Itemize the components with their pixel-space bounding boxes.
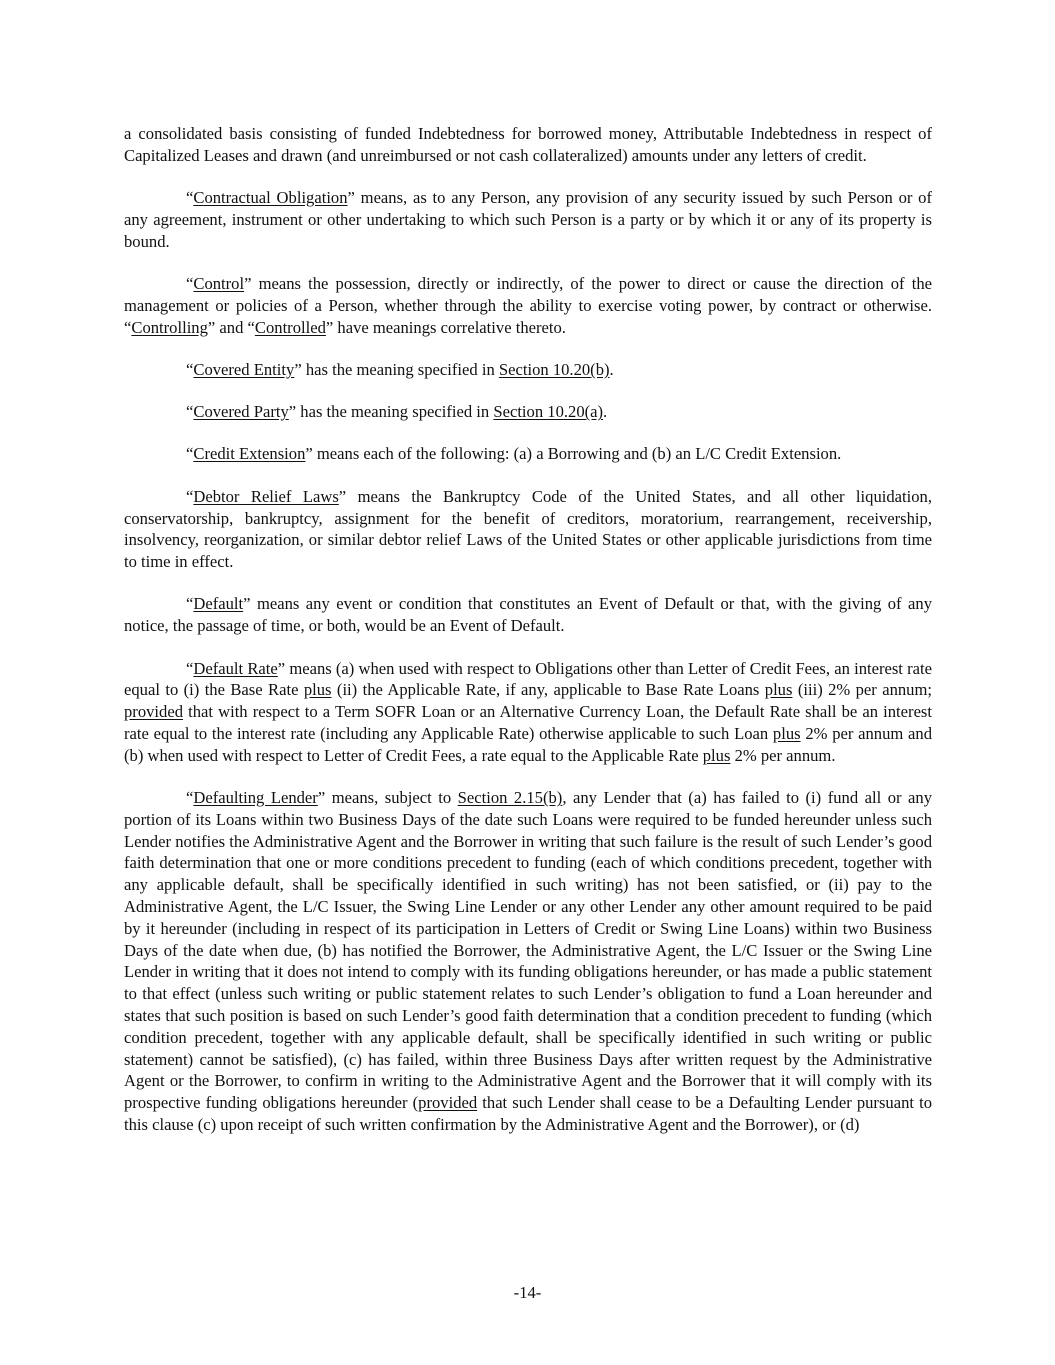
defined-term: Section 10.20(b): [498, 359, 610, 379]
paragraph: [124, 123, 932, 167]
paragraph: [124, 787, 932, 1136]
paragraph-text: ” has the meaning specified in: [294, 359, 499, 379]
paragraph: [124, 658, 932, 767]
paragraph: [124, 486, 932, 573]
paragraph-text: ” means the possession, directly or indirectly, of the power to direct or cause the direction of the management or policies of a Person, whether through the ability to exercise voting power, by contract or otherwise. “: [124, 273, 932, 337]
paragraph: [124, 401, 932, 423]
paragraph-text: ” means each of the following: (a) a Borrowing and (b) an L/C Credit Extension.: [305, 444, 842, 464]
defined-term: plus: [764, 680, 793, 700]
defined-term: Debtor Relief Laws: [193, 486, 339, 506]
paragraph-text: ” means, as to any Person, any provision of any security issued by such Person or of any agreement, instrument or other undertaking to which such Person is a party or by which it or any of its property is bound.: [124, 188, 932, 251]
paragraph-text: (iii) 2% per annum;: [792, 680, 932, 700]
paragraph: [124, 187, 932, 252]
defined-term: Section 10.20(a): [493, 402, 604, 422]
paragraph-text: ” and “: [207, 317, 255, 337]
defined-term: Covered Party: [193, 402, 289, 422]
paragraph-text: .: [603, 402, 608, 422]
paragraph-text: ” means any event or condition that constitutes an Event of Default or that, with the giving of any notice, the passage of time, or both, would be an Event of Default.: [124, 594, 932, 636]
paragraph-text: “: [186, 658, 194, 678]
paragraph-text: “: [186, 788, 194, 808]
paragraph-text: that such Lender shall cease to be a Defaulting Lender pursuant to this clause (c) upon receipt of such written confirmation by the Administrative Agent and the Borrower), or (d): [124, 1093, 932, 1134]
paragraph-text: “: [186, 594, 194, 614]
paragraph-text: “: [186, 486, 194, 506]
defined-term: Default: [193, 594, 244, 614]
paragraph-text: “: [186, 402, 194, 422]
defined-term: provided: [124, 702, 183, 722]
defined-term: provided: [418, 1093, 478, 1113]
paragraph: [124, 593, 932, 637]
defined-term: Section 2.15(b): [457, 788, 563, 808]
defined-term: Controlled: [254, 317, 326, 337]
paragraph-text: (ii) the Applicable Rate, if any, applicable to Base Rate Loans: [331, 680, 765, 700]
paragraph-text: ” has the meaning specified in: [288, 402, 494, 422]
defined-term: Contractual Obligation: [193, 188, 348, 208]
defined-term: plus: [702, 745, 731, 765]
paragraph-text: “: [186, 444, 194, 464]
document-body: [124, 123, 932, 1156]
paragraph-text: 2% per annum and (b) when used with respect to Letter of Credit Fees, a rate equal to the Applicable Rate: [124, 723, 932, 765]
paragraph-text: a consolidated basis consisting of funded Indebtedness for borrowed money, Attributable Indebtedness in respect of Capitalized Leases and drawn (and unreimbursed or not cash collateralized) amounts under any letters of credit.: [124, 124, 932, 165]
paragraph: [124, 273, 932, 338]
paragraph-text: 2% per annum.: [730, 745, 836, 765]
paragraph: [124, 443, 932, 465]
page-number: -14-: [513, 1283, 542, 1302]
paragraph-text: , any Lender that (a) has failed to (i) fund all or any portion of its Loans within two Business Days of the date such Loans were required to be funded hereunder unless such Lender notifies the Administrative Agent and the Borrower in writing that such failure is the result of such Lender’s good faith determination that one or more conditions precedent to funding (each of which conditions precedent, together with any applicable default, shall be specifically identified in such writing) has not been satisfied, or (ii) pay to the Administrative Agent, the L/C Issuer, the Swing Line Lender or any other Lender any other amount required to be paid by it hereunder (including in respect of its participation in Letters of Credit or Swing Line Loans) within two Business Days of the date when due, (b) has notified the Borrower, the Administrative Agent, the L/C Issuer or the Swing Line Lender in writing that it does not intend to comply with its funding obligations hereunder, or has made a public statement to that effect (unless such writing or public statement relates to such Lender’s obligation to fund a Loan hereunder and states that such position is based on such Lender’s good faith determination that a condition precedent to funding (which condition precedent, together with any applicable default, shall be specifically identified in such writing or public statement) cannot be satisfied), (c) has failed, within three Business Days after written request by the Administrative Agent or the Borrower, to confirm in writing to the Administrative Agent and the Borrower that it will comply with its prospective funding obligations hereunder (: [124, 788, 932, 1113]
paragraph-text: ” means, subject to: [317, 788, 458, 808]
paragraph-text: .: [609, 359, 614, 379]
paragraph-text: “: [186, 359, 194, 379]
defined-term: Control: [193, 273, 245, 293]
defined-term: plus: [303, 680, 332, 700]
defined-term: Controlling: [131, 317, 208, 337]
defined-term: Defaulting Lender: [193, 788, 318, 808]
paragraph-text: “: [186, 273, 194, 293]
defined-term: Default Rate: [193, 658, 278, 678]
defined-term: Credit Extension: [193, 444, 306, 464]
paragraph: [124, 359, 932, 381]
paragraph-text: “: [186, 188, 194, 208]
paragraph-text: ” have meanings correlative thereto.: [325, 317, 566, 337]
paragraph-text: ” means (a) when used with respect to Obligations other than Letter of Credit Fees, an interest rate equal to (i) the Base Rate: [124, 658, 932, 700]
paragraph-text: that with respect to a Term SOFR Loan or an Alternative Currency Loan, the Default Rate shall be an interest rate equal to the interest rate (including any Applicable Rate) otherwise applicable to such Loan: [124, 702, 932, 743]
defined-term: plus: [772, 723, 801, 743]
defined-term: Covered Entity: [193, 359, 295, 379]
paragraph-text: ” means the Bankruptcy Code of the United States, and all other liquidation, conservatorship, bankruptcy, assignment for the benefit of creditors, moratorium, rearrangement, receivership, insolvency, reorganization, or similar debtor relief Laws of the United States or other applicable jurisdictions from time to time in effect.: [124, 486, 932, 572]
